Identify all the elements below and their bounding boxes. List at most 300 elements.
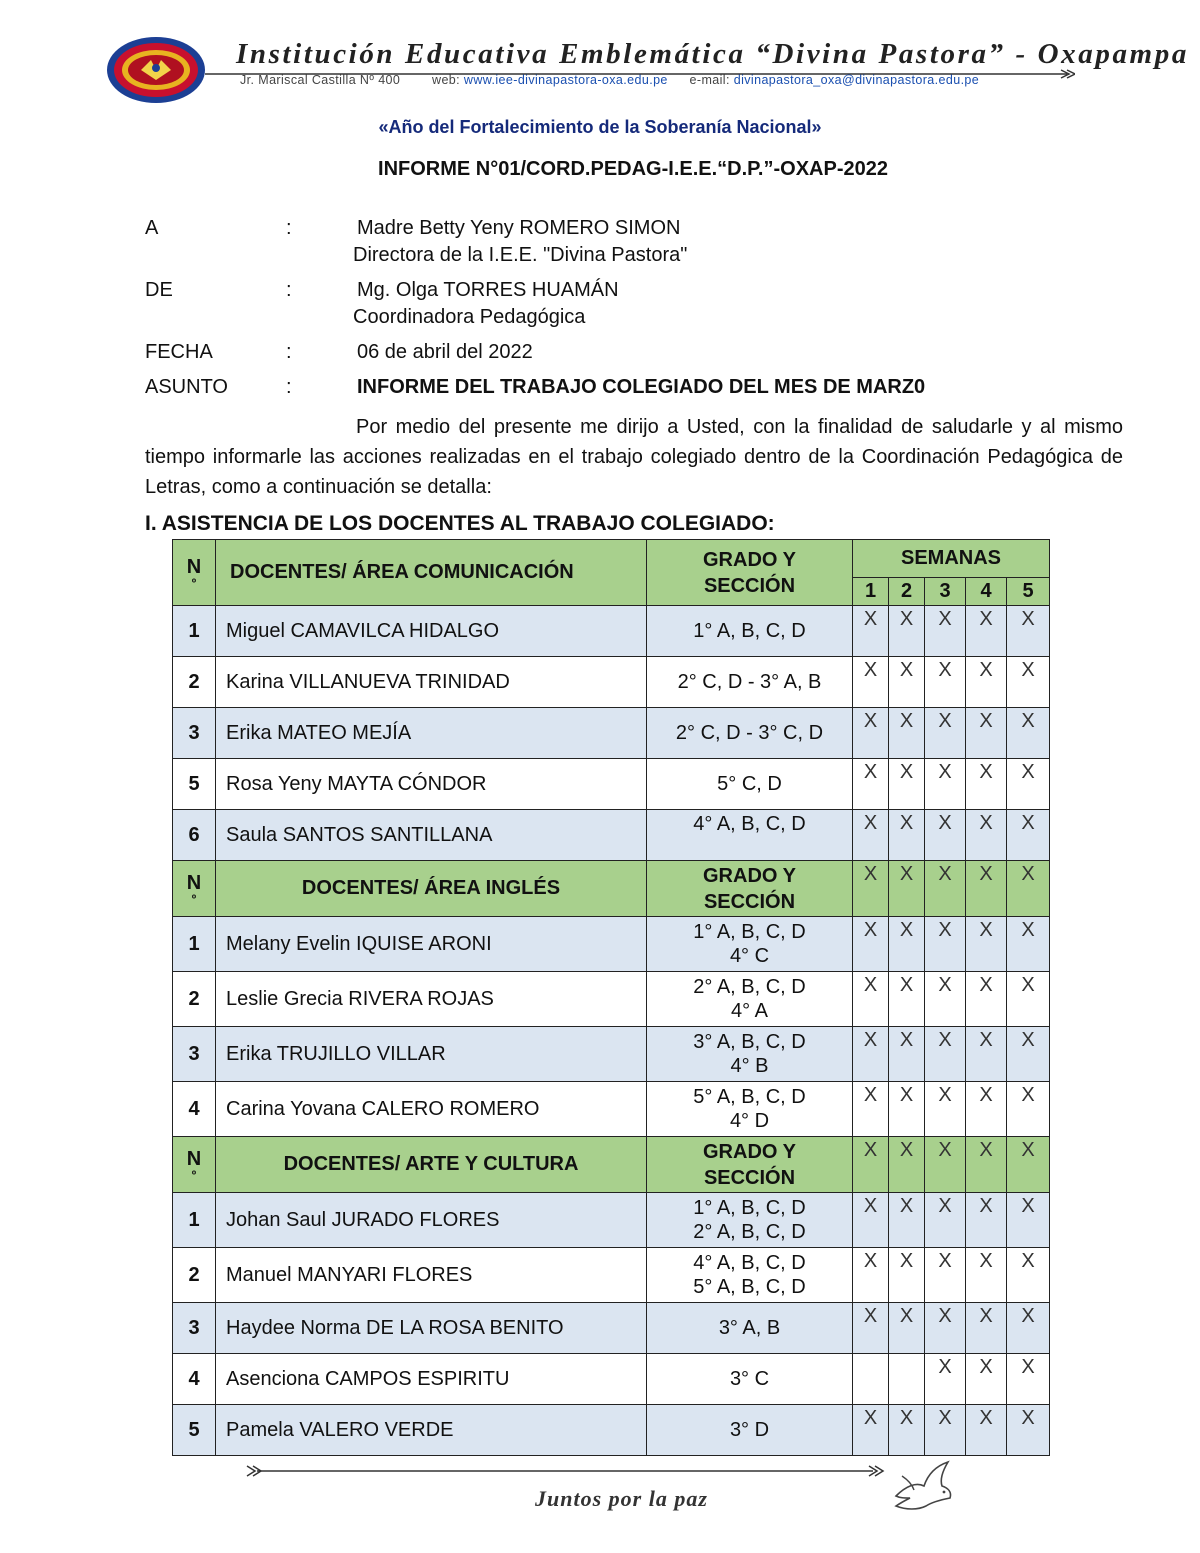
mark-text: X — [899, 1250, 914, 1272]
mark-text: X — [863, 1195, 878, 1217]
mark-text: X — [863, 863, 878, 885]
grade-line: 3° D — [729, 1419, 770, 1441]
week-mark — [853, 972, 889, 1027]
week-mark — [1007, 606, 1050, 657]
week-label: 4 — [980, 580, 992, 602]
week-mark — [889, 759, 925, 810]
year-motto: «Año del Fortalecimiento de la Soberanía Nacional» — [378, 117, 822, 137]
mark-text: X — [1021, 1195, 1035, 1217]
teacher-name: Asenciona CAMPOS ESPIRITU — [216, 1354, 647, 1405]
header-n: N — [186, 1147, 202, 1170]
date-label: FECHA — [145, 341, 213, 363]
week-mark — [925, 1303, 966, 1354]
mark-text: X — [1021, 1356, 1035, 1378]
mark-text: X — [863, 608, 878, 630]
week-mark — [1007, 1354, 1050, 1405]
week-label: 1 — [864, 580, 877, 602]
grade-line: 2° A, B, C, D — [693, 1221, 806, 1243]
week-mark — [889, 1027, 925, 1082]
row-number: 1 — [173, 1193, 216, 1248]
mark-text: X — [979, 608, 993, 630]
header-mark — [966, 861, 1007, 917]
mark-text: X — [1021, 1029, 1035, 1051]
header-number — [173, 861, 216, 917]
mark-text: X — [899, 919, 914, 941]
mark-text: X — [1021, 1407, 1035, 1429]
table-row — [173, 1027, 1050, 1082]
week-mark — [1007, 972, 1050, 1027]
mark-text: X — [863, 919, 878, 941]
mark-text: X — [938, 1305, 952, 1327]
table-header-row — [173, 1137, 1050, 1193]
mark-text: X — [979, 1305, 993, 1327]
mark-text: X — [863, 659, 878, 681]
intro-text: Por medio del presente me dirijo a Usted, con la finalidad de saludarle y al mismo tiempo informarle las acciones realizadas en el trabajo colegiado dentro de la Coordinación Pedagógica de Letras, como a continuación se detalla: — [145, 416, 1123, 498]
header-grade — [647, 1137, 853, 1193]
week-mark — [1007, 1027, 1050, 1082]
to-label: A — [145, 217, 159, 239]
table-row — [173, 606, 1050, 657]
mark-text: X — [1021, 974, 1035, 996]
mark-text: X — [938, 710, 952, 732]
mark-text: X — [979, 812, 993, 834]
grade-line: 4° B — [730, 1055, 769, 1077]
institution-name: Institución Educativa Emblemática “Divina Pastora” - Oxapampa — [236, 38, 1189, 70]
mark-text: X — [938, 1407, 952, 1429]
header-area-title-text: DOCENTES/ ÁREA INGLÉS — [301, 877, 561, 899]
grade-line: 3° C — [729, 1368, 770, 1390]
week-mark — [889, 1405, 925, 1456]
header-ordinal: º — [191, 891, 197, 906]
week-mark — [1007, 810, 1050, 861]
mark-text: X — [899, 1084, 914, 1106]
header-mark — [853, 861, 889, 917]
week-mark — [853, 1027, 889, 1082]
mark-text: X — [1021, 812, 1035, 834]
week-mark — [889, 1248, 925, 1303]
header-mark — [853, 1137, 889, 1193]
grade-line: 4° A — [731, 1000, 768, 1022]
from-label: DE — [145, 279, 173, 301]
grade-line: 3° A, B, C, D — [693, 1031, 806, 1053]
teacher-name: Rosa Yeny MAYTA CÓNDOR — [216, 759, 647, 810]
mark-text: X — [938, 1195, 952, 1217]
week-mark — [925, 1405, 966, 1456]
week-mark — [966, 1027, 1007, 1082]
week-mark — [1007, 759, 1050, 810]
mark-text: X — [1021, 863, 1035, 885]
week-mark — [889, 810, 925, 861]
grade-section — [647, 1193, 853, 1248]
row-number: 4 — [173, 1354, 216, 1405]
mark-text: X — [863, 1305, 878, 1327]
mark-text: X — [899, 608, 914, 630]
mark-text: X — [938, 608, 952, 630]
table-row — [173, 810, 1050, 861]
mark-text: X — [938, 863, 952, 885]
mark-text: X — [1021, 1250, 1035, 1272]
teacher-name: Miguel CAMAVILCA HIDALGO — [216, 606, 647, 657]
mark-text: X — [938, 1084, 952, 1106]
footer-rule — [245, 1462, 885, 1480]
week-mark — [889, 917, 925, 972]
teacher-name: Carina Yovana CALERO ROMERO — [216, 1082, 647, 1137]
grade-section — [647, 810, 853, 861]
table-row — [173, 1248, 1050, 1303]
subject-label: ASUNTO — [145, 376, 228, 398]
teacher-name: Saula SANTOS SANTILLANA — [216, 810, 647, 861]
week-1 — [853, 578, 889, 606]
week-mark — [966, 917, 1007, 972]
header-mark — [889, 861, 925, 917]
header-ordinal: º — [191, 1167, 197, 1182]
header-number — [173, 540, 216, 606]
mark-text: X — [863, 1250, 878, 1272]
row-number: 2 — [173, 657, 216, 708]
subject-value: INFORME DEL TRABAJO COLEGIADO DEL MES DE MARZ0 — [357, 376, 926, 398]
header-grade-text: GRADO Y SECCIÓN — [703, 548, 796, 597]
week-mark — [1007, 1248, 1050, 1303]
grade-line: 4° A, B, C, D — [693, 813, 806, 835]
table-header-row — [173, 861, 1050, 917]
mark-text: X — [938, 974, 952, 996]
grade-line: 2° C, D - 3° A, B — [677, 671, 822, 693]
teacher-name: Leslie Grecia RIVERA ROJAS — [216, 972, 647, 1027]
header-grade-text: GRADO Y SECCIÓN — [703, 1140, 796, 1189]
mark-text: X — [863, 1029, 878, 1051]
week-mark — [853, 606, 889, 657]
mark-text: X — [938, 1029, 952, 1051]
grade-line: 1° A, B, C, D — [693, 921, 806, 943]
mark-text: X — [938, 919, 952, 941]
week-mark — [889, 657, 925, 708]
date-colon: : — [286, 341, 292, 363]
header-area-title — [216, 1137, 647, 1193]
grade-line: 3° A, B — [718, 1317, 781, 1339]
teacher-name: Haydee Norma DE LA ROSA BENITO — [216, 1303, 647, 1354]
mark-text: X — [863, 710, 878, 732]
mark-text: X — [863, 812, 878, 834]
week-mark — [1007, 1405, 1050, 1456]
mark-text: X — [899, 659, 914, 681]
mark-text: X — [899, 812, 914, 834]
grade-section — [647, 972, 853, 1027]
header-n: N — [186, 871, 202, 894]
table-row — [173, 657, 1050, 708]
table-row — [173, 1082, 1050, 1137]
mark-text: X — [899, 761, 914, 783]
week-mark — [853, 1248, 889, 1303]
week-mark — [925, 1082, 966, 1137]
week-mark — [925, 1354, 966, 1405]
header-grade-text: GRADO Y SECCIÓN — [703, 864, 796, 913]
row-number: 5 — [173, 759, 216, 810]
week-mark — [1007, 1193, 1050, 1248]
teacher-name: Johan Saul JURADO FLORES — [216, 1193, 647, 1248]
week-mark — [925, 810, 966, 861]
header-number — [173, 1137, 216, 1193]
week-mark — [1007, 1082, 1050, 1137]
week-mark — [1007, 708, 1050, 759]
row-number: 3 — [173, 1027, 216, 1082]
mark-text: X — [863, 1407, 878, 1429]
week-mark — [1007, 657, 1050, 708]
row-number: 6 — [173, 810, 216, 861]
week-mark — [853, 1082, 889, 1137]
week-mark — [966, 606, 1007, 657]
date-value: 06 de abril del 2022 — [357, 341, 533, 363]
table-row — [173, 1193, 1050, 1248]
header-mark — [889, 1137, 925, 1193]
mark-text: X — [938, 761, 952, 783]
mark-text: X — [979, 1250, 993, 1272]
week-mark — [966, 1193, 1007, 1248]
row-number: 3 — [173, 1303, 216, 1354]
mark-text: X — [1021, 1084, 1035, 1106]
mark-text: X — [979, 1139, 993, 1161]
grade-section — [647, 1248, 853, 1303]
mark-text: X — [863, 1084, 878, 1106]
email-link[interactable]: divinapastora_oxa@divinapastora.edu.pe — [733, 73, 980, 87]
header-mark — [1007, 861, 1050, 917]
table-header-row — [173, 540, 1050, 578]
row-number: 5 — [173, 1405, 216, 1456]
week-mark — [853, 708, 889, 759]
header-grade — [647, 540, 853, 606]
week-mark — [889, 708, 925, 759]
week-5 — [1007, 578, 1050, 606]
grade-line: 4° D — [729, 1110, 770, 1132]
grade-section — [647, 606, 853, 657]
table-row — [173, 1405, 1050, 1456]
teacher-name: Manuel MANYARI FLORES — [216, 1248, 647, 1303]
week-mark — [966, 1354, 1007, 1405]
header-mark — [925, 1137, 966, 1193]
table-row — [173, 1354, 1050, 1405]
week-mark — [853, 657, 889, 708]
week-mark — [853, 759, 889, 810]
section-title: I. ASISTENCIA DE LOS DOCENTES AL TRABAJO COLEGIADO: — [145, 512, 775, 535]
teacher-name: Karina VILLANUEVA TRINIDAD — [216, 657, 647, 708]
header-grade — [647, 861, 853, 917]
table-row — [173, 972, 1050, 1027]
week-mark — [853, 1405, 889, 1456]
mark-text: X — [979, 1356, 993, 1378]
from-colon: : — [286, 279, 292, 301]
mark-text: X — [979, 974, 993, 996]
week-3 — [925, 578, 966, 606]
table-row — [173, 759, 1050, 810]
mark-text: X — [899, 1305, 914, 1327]
week-mark — [853, 810, 889, 861]
mark-text: X — [979, 761, 993, 783]
grade-line: 4° C — [729, 945, 770, 967]
row-number: 2 — [173, 972, 216, 1027]
week-mark — [853, 1303, 889, 1354]
mark-text: X — [979, 710, 993, 732]
mark-text: X — [1021, 710, 1035, 732]
address: Jr. Mariscal Castilla Nº 400 — [240, 73, 401, 87]
grade-line: 5° A, B, C, D — [693, 1086, 806, 1108]
week-mark — [966, 972, 1007, 1027]
week-mark — [966, 657, 1007, 708]
week-mark — [889, 1354, 925, 1405]
header-mark — [966, 1137, 1007, 1193]
mark-text: X — [938, 1250, 952, 1272]
header-semanas-text: SEMANAS — [900, 547, 1001, 569]
mark-text: X — [1021, 919, 1035, 941]
school-logo — [105, 35, 207, 105]
teacher-name: Melany Evelin IQUISE ARONI — [216, 917, 647, 972]
report-title: INFORME N°01/CORD.PEDAG-I.E.E.“D.P.”-OXAP-2022 — [378, 158, 888, 180]
mark-text: X — [979, 1195, 993, 1217]
grade-section — [647, 708, 853, 759]
mark-text: X — [938, 659, 952, 681]
week-mark — [853, 1354, 889, 1405]
week-mark — [925, 917, 966, 972]
header-mark — [1007, 1137, 1050, 1193]
web-link[interactable]: www.iee-divinapastora-oxa.edu.pe — [463, 73, 668, 87]
grade-section — [647, 1082, 853, 1137]
mark-text: X — [979, 863, 993, 885]
week-mark — [853, 1193, 889, 1248]
grade-section — [647, 759, 853, 810]
week-mark — [925, 657, 966, 708]
week-mark — [925, 606, 966, 657]
to-colon: : — [286, 217, 292, 239]
mark-text: X — [938, 1356, 952, 1378]
week-mark — [1007, 1303, 1050, 1354]
contact-line — [240, 73, 979, 87]
mark-text: X — [863, 761, 878, 783]
grade-line: 5° C, D — [717, 773, 782, 795]
grade-section — [647, 1405, 853, 1456]
email-label: e-mail: — [689, 73, 730, 87]
mark-text: X — [899, 1139, 914, 1161]
week-mark — [889, 606, 925, 657]
week-mark — [966, 1248, 1007, 1303]
mark-text: X — [938, 812, 952, 834]
mark-text: X — [1021, 1305, 1035, 1327]
to-position: Directora de la I.E.E. "Divina Pastora" — [353, 244, 688, 266]
grade-line: 2° A, B, C, D — [693, 976, 806, 998]
footer-motto: Juntos por la paz — [535, 1486, 708, 1511]
subject-colon: : — [286, 376, 292, 398]
attendance-table — [172, 539, 1050, 1456]
week-label: 2 — [900, 580, 913, 602]
week-2 — [889, 578, 925, 606]
mark-text: X — [899, 1195, 914, 1217]
row-number: 4 — [173, 1082, 216, 1137]
row-number: 3 — [173, 708, 216, 759]
week-label: 3 — [939, 580, 951, 602]
grade-section — [647, 657, 853, 708]
mark-text: X — [1021, 1139, 1035, 1161]
week-mark — [925, 708, 966, 759]
week-mark — [966, 1082, 1007, 1137]
mark-text: X — [899, 1407, 914, 1429]
teacher-name: Erika TRUJILLO VILLAR — [216, 1027, 647, 1082]
header-n: N — [186, 555, 202, 578]
grade-section — [647, 1303, 853, 1354]
week-label: 5 — [1022, 580, 1034, 602]
header-ordinal: º — [191, 575, 197, 590]
week-mark — [853, 917, 889, 972]
table-row — [173, 917, 1050, 972]
mark-text: X — [863, 1139, 878, 1161]
week-mark — [1007, 917, 1050, 972]
header-area-title-text: DOCENTES/ ÁREA COMUNICACIÓN — [230, 561, 574, 583]
mark-text: X — [899, 863, 914, 885]
grade-line: 5° A, B, C, D — [693, 1276, 806, 1298]
from-position: Coordinadora Pedagógica — [353, 306, 586, 328]
table-row — [173, 1303, 1050, 1354]
week-mark — [925, 1248, 966, 1303]
grade-line: 4° A, B, C, D — [693, 1252, 806, 1274]
mark-text: X — [979, 919, 993, 941]
week-mark — [966, 759, 1007, 810]
row-number: 1 — [173, 606, 216, 657]
to-name: Madre Betty Yeny ROMERO SIMON — [357, 217, 681, 239]
week-mark — [889, 1193, 925, 1248]
mark-text: X — [979, 659, 993, 681]
mark-text: X — [1021, 761, 1035, 783]
week-4 — [966, 578, 1007, 606]
teacher-name: Erika MATEO MEJÍA — [216, 708, 647, 759]
mark-text: X — [979, 1084, 993, 1106]
week-mark — [925, 1027, 966, 1082]
teacher-name: Pamela VALERO VERDE — [216, 1405, 647, 1456]
header-mark — [925, 861, 966, 917]
from-name: Mg. Olga TORRES HUAMÁN — [357, 279, 619, 301]
mark-text: X — [863, 974, 878, 996]
grade-line: 1° A, B, C, D — [693, 1197, 806, 1219]
mark-text: X — [899, 974, 914, 996]
week-mark — [889, 1303, 925, 1354]
intro-paragraph — [145, 412, 1123, 502]
week-mark — [925, 759, 966, 810]
week-mark — [925, 1193, 966, 1248]
week-mark — [925, 972, 966, 1027]
mark-text: X — [1021, 659, 1035, 681]
week-mark — [889, 972, 925, 1027]
header-area-title — [216, 540, 647, 606]
table-row — [173, 708, 1050, 759]
week-mark — [889, 1082, 925, 1137]
header-area-title — [216, 861, 647, 917]
grade-section — [647, 1354, 853, 1405]
week-mark — [966, 1303, 1007, 1354]
grade-section — [647, 917, 853, 972]
mark-text: X — [899, 1029, 914, 1051]
header-area-title-text: DOCENTES/ ARTE Y CULTURA — [283, 1153, 579, 1175]
header-semanas — [853, 540, 1050, 578]
row-number: 2 — [173, 1248, 216, 1303]
web-label: web: — [432, 73, 461, 87]
row-number: 1 — [173, 917, 216, 972]
grade-section — [647, 1027, 853, 1082]
week-mark — [966, 1405, 1007, 1456]
mark-text: X — [979, 1407, 993, 1429]
mark-text: X — [938, 1139, 952, 1161]
grade-line: 2° C, D - 3° C, D — [675, 722, 824, 744]
mark-text: X — [979, 1029, 993, 1051]
mark-text: X — [1021, 608, 1035, 630]
week-mark — [966, 708, 1007, 759]
dove-icon — [888, 1456, 956, 1514]
week-mark — [966, 810, 1007, 861]
grade-line: 1° A, B, C, D — [693, 620, 806, 642]
